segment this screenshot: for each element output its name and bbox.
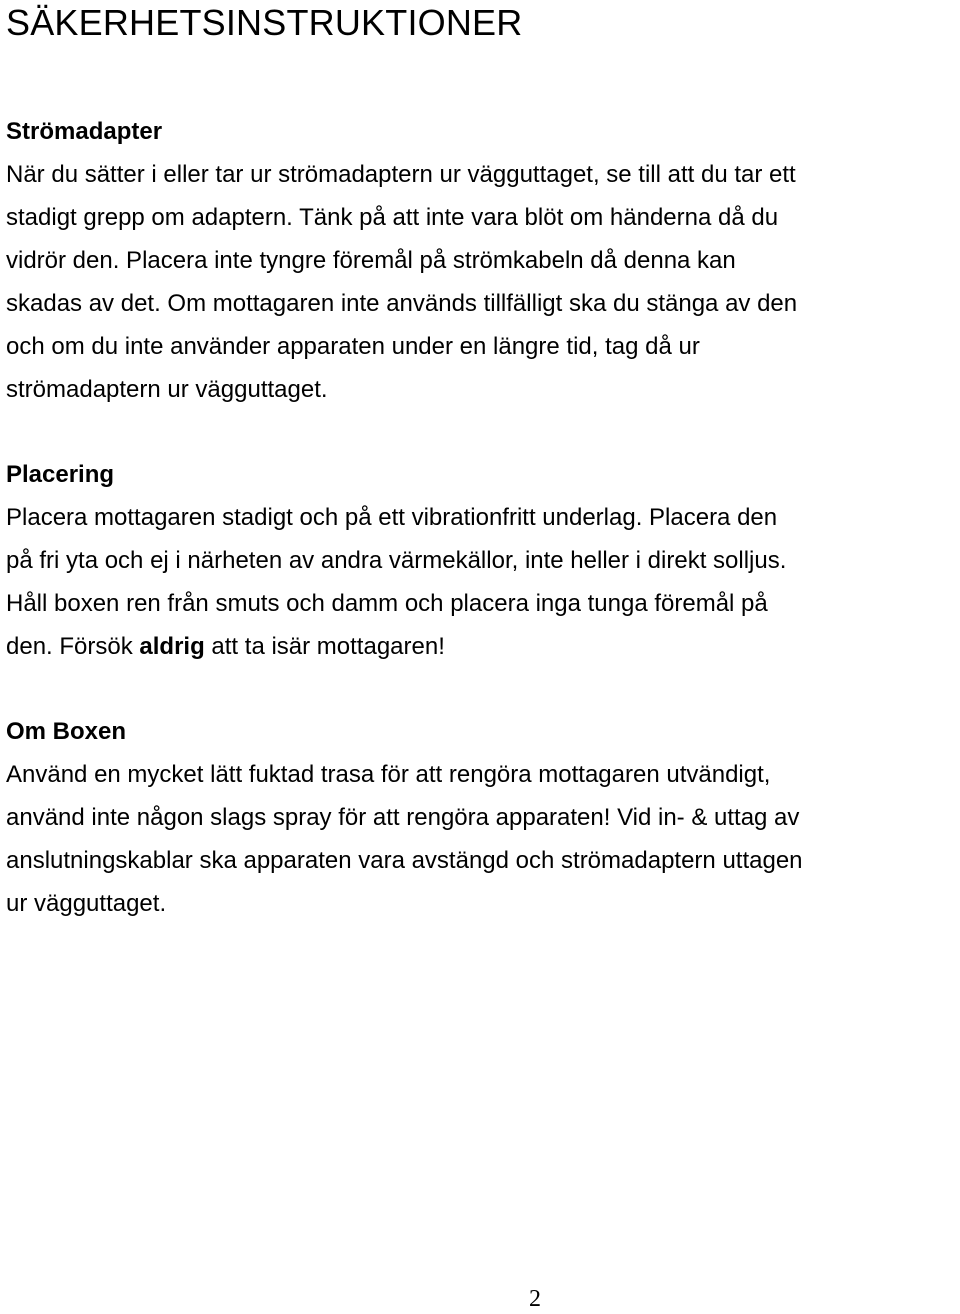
line-text: den. Försök	[6, 633, 140, 660]
line-text: att ta isär mottagaren!	[204, 633, 445, 660]
section-stromadapter	[6, 110, 958, 411]
paragraph-line: använd inte någon slags spray för att rengöra apparaten! Vid in- & uttag av	[6, 804, 800, 831]
paragraph-line: anslutningskablar ska apparaten vara avstängd och strömadaptern uttagen	[6, 847, 803, 874]
paragraph-line: på fri yta och ej i närheten av andra värmekällor, inte heller i direkt solljus.	[6, 547, 787, 574]
paragraph-line: Använd en mycket lätt fuktad trasa för att rengöra mottagaren utvändigt,	[6, 761, 771, 788]
section-heading: Placering	[6, 461, 115, 488]
section-heading: Om Boxen	[6, 718, 127, 745]
section-om-boxen	[6, 710, 958, 925]
section-paragraph	[6, 753, 958, 925]
paragraph-line: stadigt grepp om adaptern. Tänk på att inte vara blöt om händerna då du	[6, 204, 779, 231]
paragraph-line	[6, 625, 958, 668]
paragraph-line: Håll boxen ren från smuts och damm och placera inga tunga föremål på	[6, 590, 768, 617]
page-title: SÄKERHETSINSTRUKTIONER	[6, 2, 523, 43]
section-placering	[6, 453, 958, 668]
paragraph-line: och om du inte använder apparaten under en längre tid, tag då ur	[6, 333, 700, 360]
section-paragraph	[6, 496, 958, 668]
paragraph-line: skadas av det. Om mottagaren inte används tillfälligt ska du stänga av den	[6, 290, 798, 317]
section-heading: Strömadapter	[6, 118, 163, 145]
paragraph-line: strömadaptern ur vägguttaget.	[6, 376, 328, 403]
paragraph-line: När du sätter i eller tar ur strömadaptern ur vägguttaget, se till att du tar ett	[6, 161, 796, 188]
emphasis-text: aldrig	[139, 633, 205, 660]
section-paragraph	[6, 153, 958, 411]
paragraph-line: Placera mottagaren stadigt och på ett vibrationfritt underlag. Placera den	[6, 504, 778, 531]
paragraph-line: ur vägguttaget.	[6, 890, 167, 917]
page-number: 2	[529, 1286, 541, 1312]
paragraph-line: vidrör den. Placera inte tyngre föremål på strömkabeln då denna kan	[6, 247, 736, 274]
